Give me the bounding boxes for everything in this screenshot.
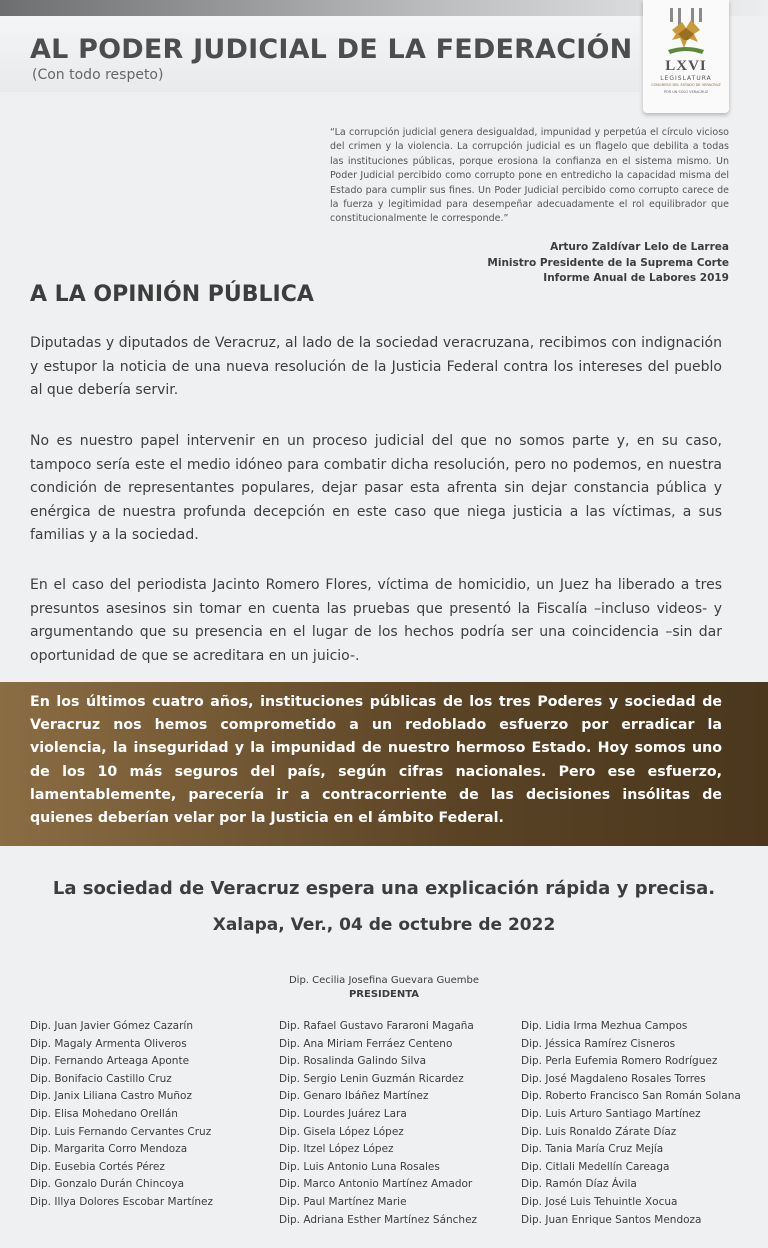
signatory: Dip. Illya Dolores Escobar Martínez: [30, 1195, 213, 1208]
signatory: Dip. Lidia Irma Mezhua Campos: [521, 1020, 688, 1032]
signatory: Dip. Paul Martínez Marie: [279, 1195, 407, 1208]
signatory: Dip. Rosalinda Galindo Silva: [279, 1055, 427, 1068]
paragraph-2: No es nuestro papel intervenir en un proceso judicial del que no somos parte y, en su caso, tampoco sería este el medio idóneo para combatir dicha resolución, pero no podemos, en nuestra condición de representantes populares, dejar pasar esta afrenta sin dejar constancia pública y enérgica de nuestra profunda decepción en este caso que niega justicia a las víctimas, a sus familias y a la sociedad.: [30, 433, 722, 543]
paragraph-1: Diputadas y diputados de Veracruz, al lado de la sociedad veracruzana, recibimos con indignación y estupor la noticia de una nueva resolución de la Justicia Federal contra los intereses del pueblo al que debería servir.: [30, 335, 722, 398]
logo-legislatura: LEGISLATURA: [660, 75, 712, 82]
signatory: Dip. Citlali Medellín Careaga: [521, 1160, 670, 1173]
signatories-col-1: [30, 1018, 213, 1212]
signatory: Dip. Magaly Armenta Oliveros: [30, 1037, 187, 1050]
signatory: Dip. Fernando Arteaga Aponte: [30, 1055, 190, 1068]
signatory: Dip. Rafael Gustavo Fararoni Magaña: [279, 1020, 474, 1032]
signatory: Dip. Luis Ronaldo Zárate Díaz: [521, 1125, 677, 1138]
signatory: Dip. Janix Liliana Castro Muñoz: [30, 1090, 192, 1103]
signatory: Dip. Genaro Ibáñez Martínez: [279, 1090, 429, 1103]
signatories-col-2: [279, 1018, 477, 1229]
signatories-col-3: [521, 1018, 741, 1229]
signatory: Dip. José Luis Tehuintle Xocua: [521, 1195, 678, 1208]
signatory: Dip. Adriana Esther Martínez Sánchez: [279, 1213, 478, 1226]
signatory: Dip. Juan Enrique Santos Mendoza: [521, 1213, 702, 1226]
highlight-text: En los últimos cuatro años, instituciones públicas de los tres Poderes y sociedad de Veracruz nos hemos comprometido a un redoblado esfuerzo por erradicar la violencia, la inseguridad y la impunidad de nuestro hermoso Estado. Hoy somos uno de los 10 más seguros del país, según cifras nacionales. Pero ese esfuerzo, lamentablemente, parecería ir a contracorriente de las decisiones insólitas de quienes deberían velar por la Justicia en el ámbito Federal.: [30, 694, 722, 827]
president-role: PRESIDENTA: [348, 989, 420, 1000]
signatory: Dip. Ramón Díaz Ávila: [521, 1178, 637, 1191]
paragraph-3: En el caso del periodista Jacinto Romero Flores, víctima de homicidio, un Juez ha liberado a tres presuntos asesinos sin tomar en cuenta las pruebas que presentó la Fiscalía –incluso videos- y argumentando que su presencia en el lugar de los hechos podría ser una coincidencia –sin dar oportunidad de que se acreditara en un juicio-.: [30, 577, 722, 664]
page-title: AL PODER JUDICIAL DE LA FEDERACIÓN: [30, 34, 633, 65]
signatory: Dip. Jéssica Ramírez Cisneros: [521, 1037, 676, 1050]
logo-congress-line: CONGRESO DEL ESTADO DE VERACRUZ: [651, 83, 721, 87]
signatory: Dip. Marco Antonio Martínez Amador: [279, 1178, 473, 1191]
quote-text: “La corrupción judicial genera desigualdad, impunidad y perpetúa el círculo vicioso del crimen y la violencia. La corrupción judicial es un flagelo que debilita a todas las instituciones públicas, porque erosiona la confianza en el sistema mismo. Un Poder Judicial percibido como corrupto pone en entredicho la capacidad misma del Estado para cumplir sus fines. Un Poder Judicial percibido como corrupto carece de la fuerza y legitimidad para desempeñar adecuadamente el rol equilibrador que constitucionalmente le corresponde.”: [330, 127, 729, 225]
signatory: Dip. Bonifacio Castillo Cruz: [30, 1072, 172, 1085]
signatory: Dip. Roberto Francisco San Román Solana: [521, 1090, 741, 1103]
place-date: Xalapa, Ver., 04 de octubre de 2022: [212, 915, 556, 935]
quote-role: Ministro Presidente de la Suprema Corte: [487, 256, 729, 269]
quote-source: Informe Anual de Labores 2019: [543, 272, 729, 284]
page-subtitle: (Con todo respeto): [32, 67, 164, 83]
signatory: Dip. Elisa Mohedano Orellán: [30, 1107, 178, 1120]
signatory: Dip. Luis Fernando Cervantes Cruz: [30, 1125, 212, 1138]
signatory: Dip. Gonzalo Durán Chincoya: [30, 1178, 185, 1191]
signatory: Dip. Margarita Corro Mendoza: [30, 1143, 188, 1156]
signatory: Dip. Tania María Cruz Mejía: [521, 1143, 664, 1156]
signatory: Dip. Perla Eufemia Romero Rodríguez: [521, 1055, 718, 1068]
legislature-logo: [643, 0, 729, 113]
signatory: Dip. José Magdaleno Rosales Torres: [521, 1072, 706, 1085]
signatory: Dip. Lourdes Juárez Lara: [279, 1107, 407, 1120]
signatory: Dip. Ana Miriam Ferráez Centeno: [279, 1037, 453, 1050]
highlight-band: [0, 682, 768, 846]
signatory: Dip. Juan Javier Gómez Cazarín: [30, 1020, 193, 1032]
closing-statement: La sociedad de Veracruz espera una explicación rápida y precisa.: [52, 878, 716, 899]
president-name: Dip. Cecilia Josefina Guevara Guembe: [288, 975, 479, 986]
signatory: Dip. Itzel López López: [279, 1143, 394, 1156]
signatory: Dip. Sergio Lenin Guzmán Ricardez: [279, 1072, 464, 1085]
quote-attribution: [487, 240, 729, 287]
logo-motto: POR UN SOLO VERACRUZ: [663, 90, 709, 94]
section-title: A LA OPINIÓN PÚBLICA: [30, 282, 314, 307]
signatory: Dip. Luis Antonio Luna Rosales: [279, 1160, 440, 1173]
signatory: Dip. Gisela López López: [279, 1125, 404, 1138]
signatory: Dip. Luis Arturo Santiago Martínez: [521, 1107, 701, 1120]
logo-roman-numeral: LXVI: [665, 58, 707, 74]
signatory: Dip. Eusebia Cortés Pérez: [30, 1160, 165, 1173]
quote-author: Arturo Zaldívar Lelo de Larrea: [550, 241, 729, 253]
eagle-emblem-icon: [666, 8, 706, 56]
